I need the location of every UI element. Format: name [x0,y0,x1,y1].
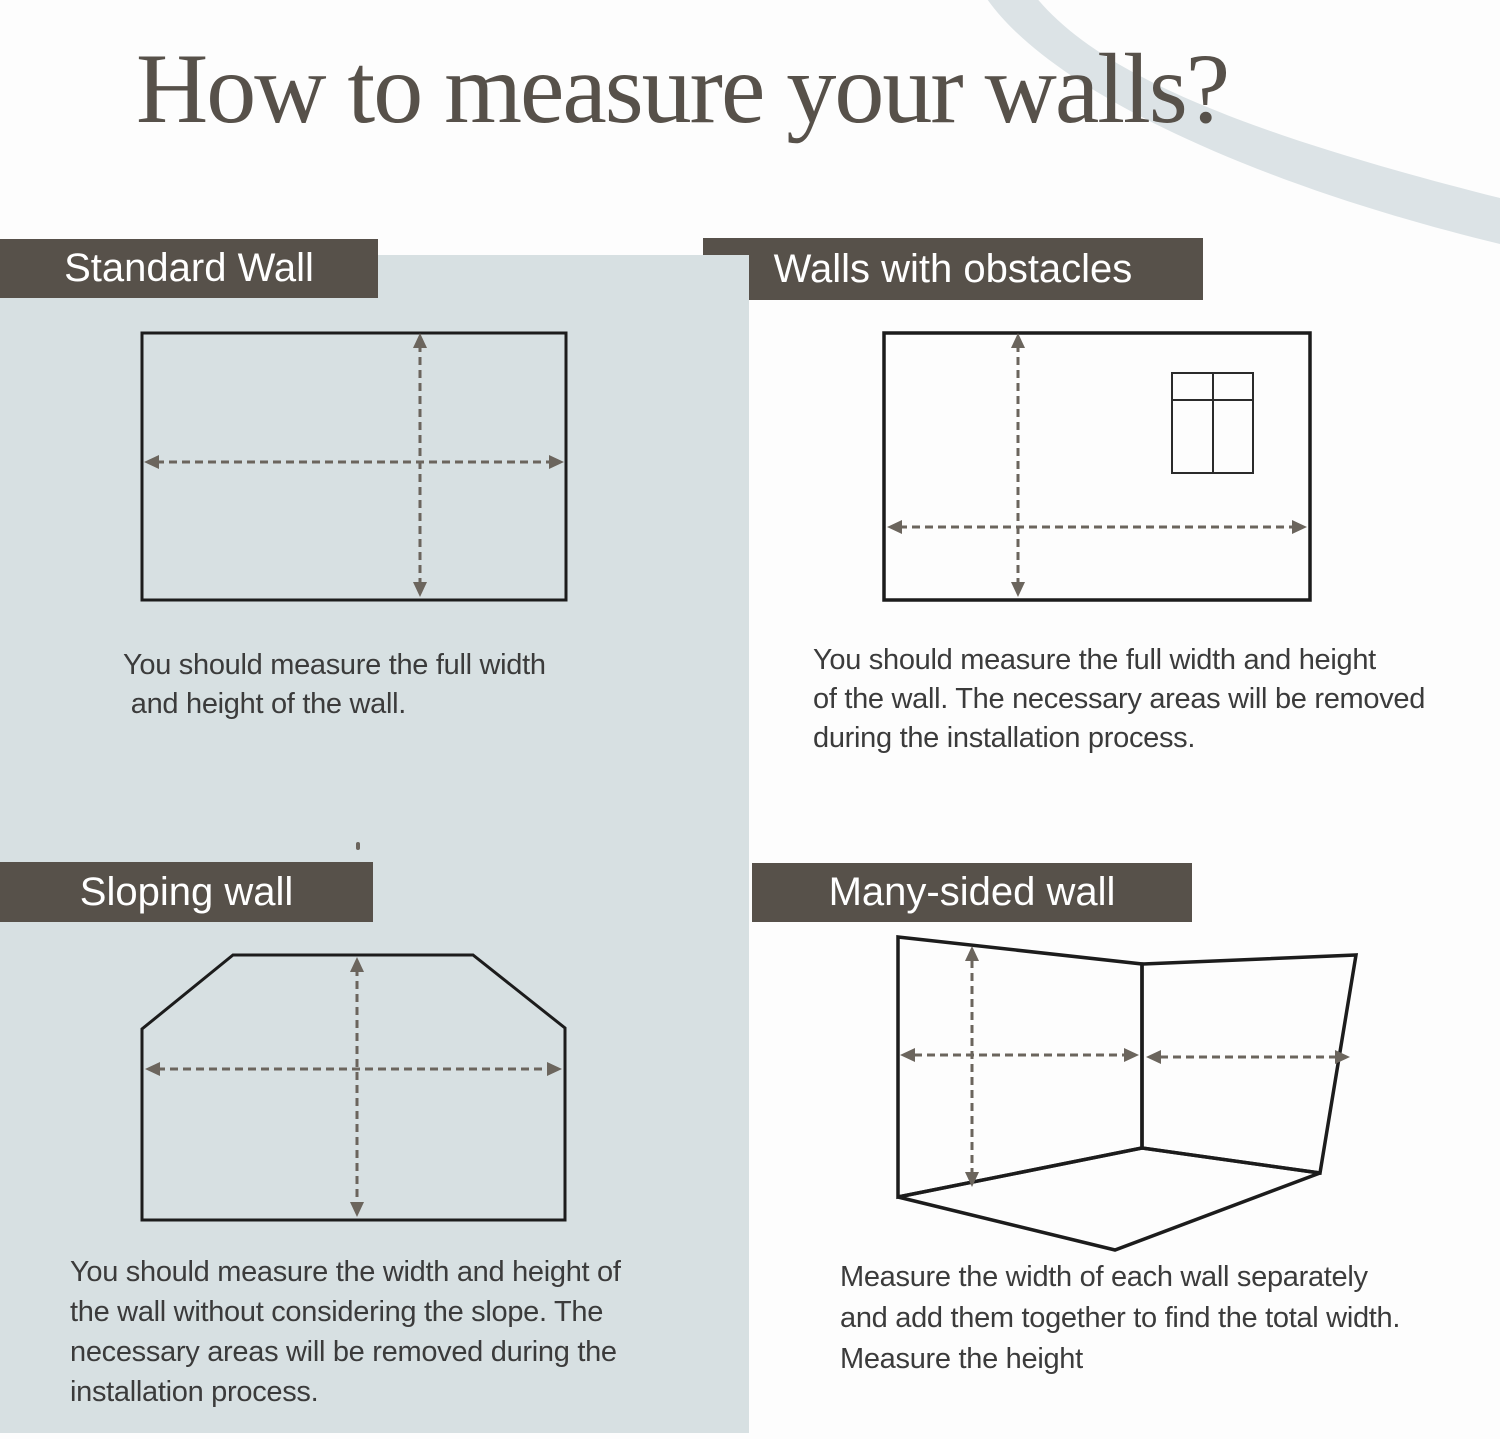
width-arrow [145,1062,562,1076]
section-header-standard [0,239,378,298]
section-header-sloping [0,862,373,922]
section-title: Walls with obstacles [773,246,1133,291]
height-arrow [413,333,427,597]
wall-diagram-sloping [130,940,580,1240]
left-width-arrow [900,1048,1139,1062]
caption-line: You should measure the full width and height [813,644,1376,676]
caption-sloping [70,1252,621,1412]
caption-many-sided [840,1257,1400,1380]
caption-line: You should measure the full width [123,649,546,681]
caption-line: Measure the height [840,1343,1083,1375]
window-icon [1172,373,1253,473]
wall-outline [142,955,565,1220]
section-title: Many-sided wall [828,870,1116,914]
section-header-obstacles [703,238,1203,300]
right-wall-outline [1142,955,1356,1173]
caption-line: necessary areas will be removed during the [70,1336,617,1368]
height-arrow [350,957,364,1217]
caption-standard [123,646,546,724]
section-title: Standard Wall [64,246,314,290]
width-arrow [887,520,1307,534]
stray-mark [356,842,360,850]
wall-diagram-many-sided [880,920,1380,1265]
caption-line: installation process. [70,1376,319,1408]
wall-diagram-standard [130,320,580,610]
wall-diagram-obstacles [870,320,1330,610]
caption-line: the wall without considering the slope. The [70,1296,604,1328]
caption-line: of the wall. The necessary areas will be removed [813,683,1426,715]
caption-line: and add them together to find the total width. [840,1302,1401,1334]
wall-outline [142,333,566,600]
height-arrow [1011,333,1025,597]
left-wall-outline [898,937,1142,1197]
caption-line: and height of the wall. [123,688,406,720]
right-width-arrow [1146,1050,1350,1064]
caption-line: Measure the width of each wall separately [840,1261,1368,1293]
height-arrow [965,946,979,1187]
caption-line: during the installation process. [813,722,1196,754]
section-title: Sloping wall [79,869,294,914]
section-header-many-sided [752,863,1192,922]
page-title: How to measure your walls? [136,33,1229,144]
floor-outline [898,1148,1320,1250]
caption-obstacles [813,641,1425,758]
width-arrow [144,455,564,469]
caption-line: You should measure the width and height of [70,1256,621,1288]
